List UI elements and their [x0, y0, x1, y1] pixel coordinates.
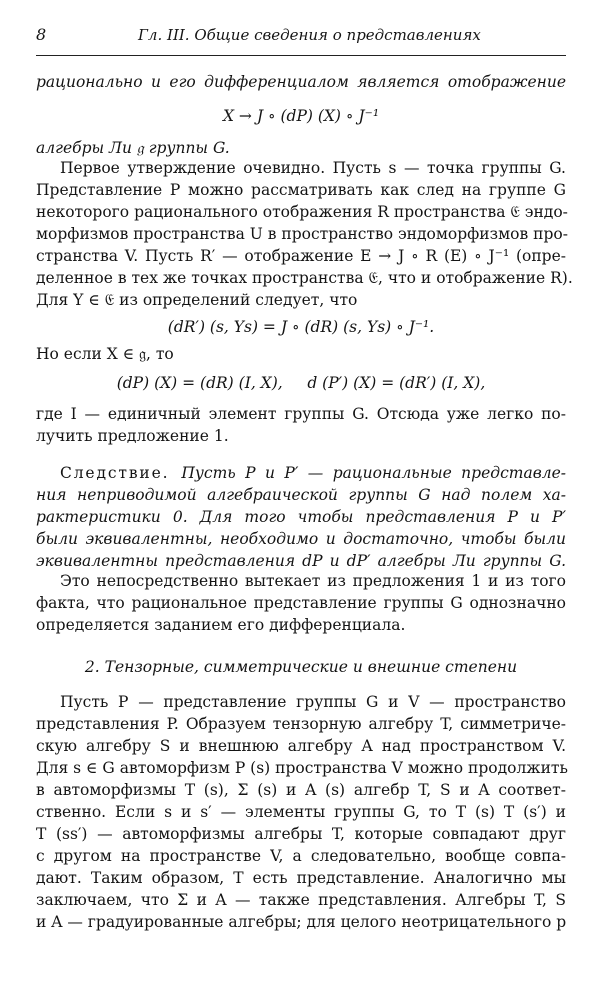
corollary-text: рактеристики 0. Для того чтобы представления P и P′: [36, 508, 566, 526]
text-line: морфизмов пространства U в пространство эндоморфизмов про-: [36, 225, 568, 243]
text-line: Это непосредственно вытекает из предложения 1 и из того: [60, 572, 566, 590]
text-line: ственно. Если s и s′ — элементы группы G, то T (s) T (s′) и: [36, 803, 566, 821]
text-line: скую алгебру S и внешнюю алгебру A над пространством V.: [36, 737, 566, 755]
corollary-text: ния неприводимой алгебраической группы G над полем ха-: [36, 486, 566, 504]
text-line: странства V. Пусть R′ — отображение E → J ∘ R (E) ∘ J⁻¹ (опре-: [36, 247, 566, 265]
text-line: Для Y ∈ 𝔈 из определений следует, что: [36, 291, 358, 309]
text-line: Первое утверждение очевидно. Пусть s — точка группы G.: [60, 159, 566, 177]
text-line: заключаем, что Σ и A — также представления. Алгебры T, S: [36, 891, 566, 909]
text-line: факта, что рациональное представление группы G однозначно: [36, 594, 566, 612]
display-formula: (dP) (X) = (dR) (I, X), d (P′) (X) = (dR′) (I, X),: [116, 374, 486, 392]
header-rule: [36, 55, 566, 56]
text-line: алгебры Ли 𝔤 группы G.: [36, 139, 230, 157]
corollary-text: эквивалентны представления dP и dP′ алгебры Ли группы G.: [36, 552, 566, 570]
text-line: лучить предложение 1.: [36, 427, 229, 445]
text-line: в автоморфизмы T (s), Σ (s) и A (s) алгебр T, S и A соответ-: [36, 781, 566, 799]
text-line: некоторого рационального отображения R пространства 𝔈 эндо-: [36, 203, 568, 221]
display-formula: (dR′) (s, Ys) = J ∘ (dR) (s, Ys) ∘ J⁻¹.: [167, 318, 435, 336]
text-line: и A — градуированные алгебры; для целого неотрицательного p: [36, 913, 567, 931]
text-line: T (ss′) — автоморфизмы алгебры T, которые совпадают друг: [36, 825, 566, 843]
text-line: где I — единичный элемент группы G. Отсюда уже легко по-: [36, 405, 566, 423]
corollary-text: Пусть P и P′ — рациональные представле-: [172, 464, 566, 482]
page-number: 8: [36, 25, 47, 44]
text-line: деленное в тех же точках пространства 𝔈, что и отображение R).: [36, 269, 573, 287]
text-line: Пусть P — представление группы G и V — пространство: [60, 693, 566, 711]
text-line: с другом на пространстве V, а следовательно, вообще совпа-: [36, 847, 566, 865]
text-line: Для s ∈ G автоморфизм P (s) пространства V можно продолжить: [36, 759, 568, 777]
text-line: Представление P можно рассматривать как след на группе G: [36, 181, 566, 199]
text-line: рационально и его дифференциалом является отображение: [36, 73, 566, 91]
text-line: определяется заданием его дифференциала.: [36, 616, 406, 634]
section-heading: 2. Тензорные, симметрические и внешние степени: [84, 658, 518, 676]
text-line: представления P. Образуем тензорную алгебру T, симметриче-: [36, 715, 566, 733]
display-formula: X → J ∘ (dP) (X) ∘ J⁻¹: [222, 107, 380, 125]
corollary-label: Следствие.: [60, 464, 170, 482]
text-line: дают. Таким образом, T есть представление. Аналогично мы: [36, 869, 566, 887]
corollary-text: были эквивалентны, необходимо и достаточно, чтобы были: [36, 530, 566, 548]
running-title: Гл. III. Общие сведения о представлениях: [138, 26, 481, 44]
text-line: Но если X ∈ 𝔤, то: [36, 345, 174, 363]
